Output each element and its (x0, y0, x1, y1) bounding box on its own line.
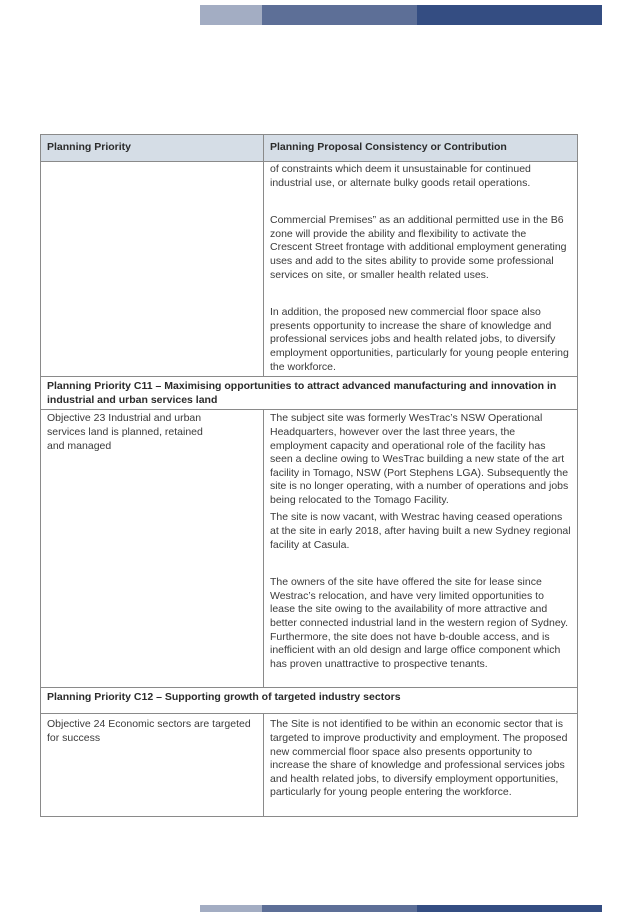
table-row (41, 162, 578, 377)
paragraph: of constraints which deem it unsustainable for continued industrial use, or alternate bulky goods retail operations. (270, 163, 531, 189)
accent-segment (200, 905, 262, 912)
accent-segment (262, 5, 417, 25)
accent-segment (417, 905, 602, 912)
table-header-row (41, 135, 578, 162)
table-row (41, 714, 578, 817)
accent-segment (417, 5, 602, 25)
planning-priority-table (40, 134, 578, 817)
paragraph: Commercial Premises” as an additional permitted use in the B6 zone will provide the ability and flexibility to activate the Crescent Street frontage with additional employment generating uses and add to the sites ability to provide some professional services on site, or smaller health related uses. (270, 214, 567, 281)
paragraph: The subject site was formerly WesTrac’s NSW Operational Headquarters, however over the last three years, the employment capacity and operational role of the facility has seen a decline owing to WesTrac building a new state of the art facility in Tomago, NSW (Port Stephens LGA). Subsequently the site is no longer operating, with a number of operations and jobs being relocated to the Tomago Facility. (270, 412, 569, 506)
consistency-cell (264, 410, 578, 688)
column-header-consistency: Planning Proposal Consistency or Contribution (264, 135, 578, 162)
empty-cell (41, 162, 264, 377)
accent-segment (262, 905, 417, 912)
paragraph: The site is now vacant, with Westrac having ceased operations at the site in early 2018, after having built a new Sydney regional facility at Casula. (270, 511, 571, 551)
section-heading-c11: Planning Priority C11 – Maximising opportunities to attract advanced manufacturing and innovation in industrial and urban services land (41, 377, 578, 410)
accent-segment (200, 5, 262, 25)
paragraph: The Site is not identified to be within an economic sector that is targeted to improve productivity and employment. The proposed new commercial floor space also presents opportunity to increase the share of knowledge and professional services jobs and health related jobs, to diversify employment opportunities, particularly for young people entering the workforce. (270, 718, 568, 799)
consistency-cell (264, 714, 578, 817)
objective-cell: Objective 23 Industrial and urban services land is planned, retained and managed (41, 410, 264, 688)
objective-cell: Objective 24 Economic sectors are targeted for success (41, 714, 264, 817)
paragraph: In addition, the proposed new commercial floor space also presents opportunity to increase the share of knowledge and professional services jobs and health related jobs, to diversify employment opportunities, particularly for young people entering the workforce. (270, 306, 569, 373)
section-heading-c12: Planning Priority C12 – Supporting growth of targeted industry sectors (41, 688, 578, 714)
footer-accent-bar (200, 905, 602, 912)
consistency-cell (264, 162, 578, 377)
table-row (41, 410, 578, 688)
paragraph: The owners of the site have offered the site for lease since Westrac’s relocation, and have very limited opportunities to lease the site owing to the availability of more attractive and better connected industrial land in the western region of Sydney. Furthermore, the site does not have b-double access, and is inefficient with an old design and large office component which has proven unattractive to prospective tenants. (270, 576, 569, 670)
column-header-planning-priority: Planning Priority (41, 135, 264, 162)
section-heading-row (41, 688, 578, 714)
section-heading-row (41, 377, 578, 410)
header-accent-bar (200, 5, 602, 25)
